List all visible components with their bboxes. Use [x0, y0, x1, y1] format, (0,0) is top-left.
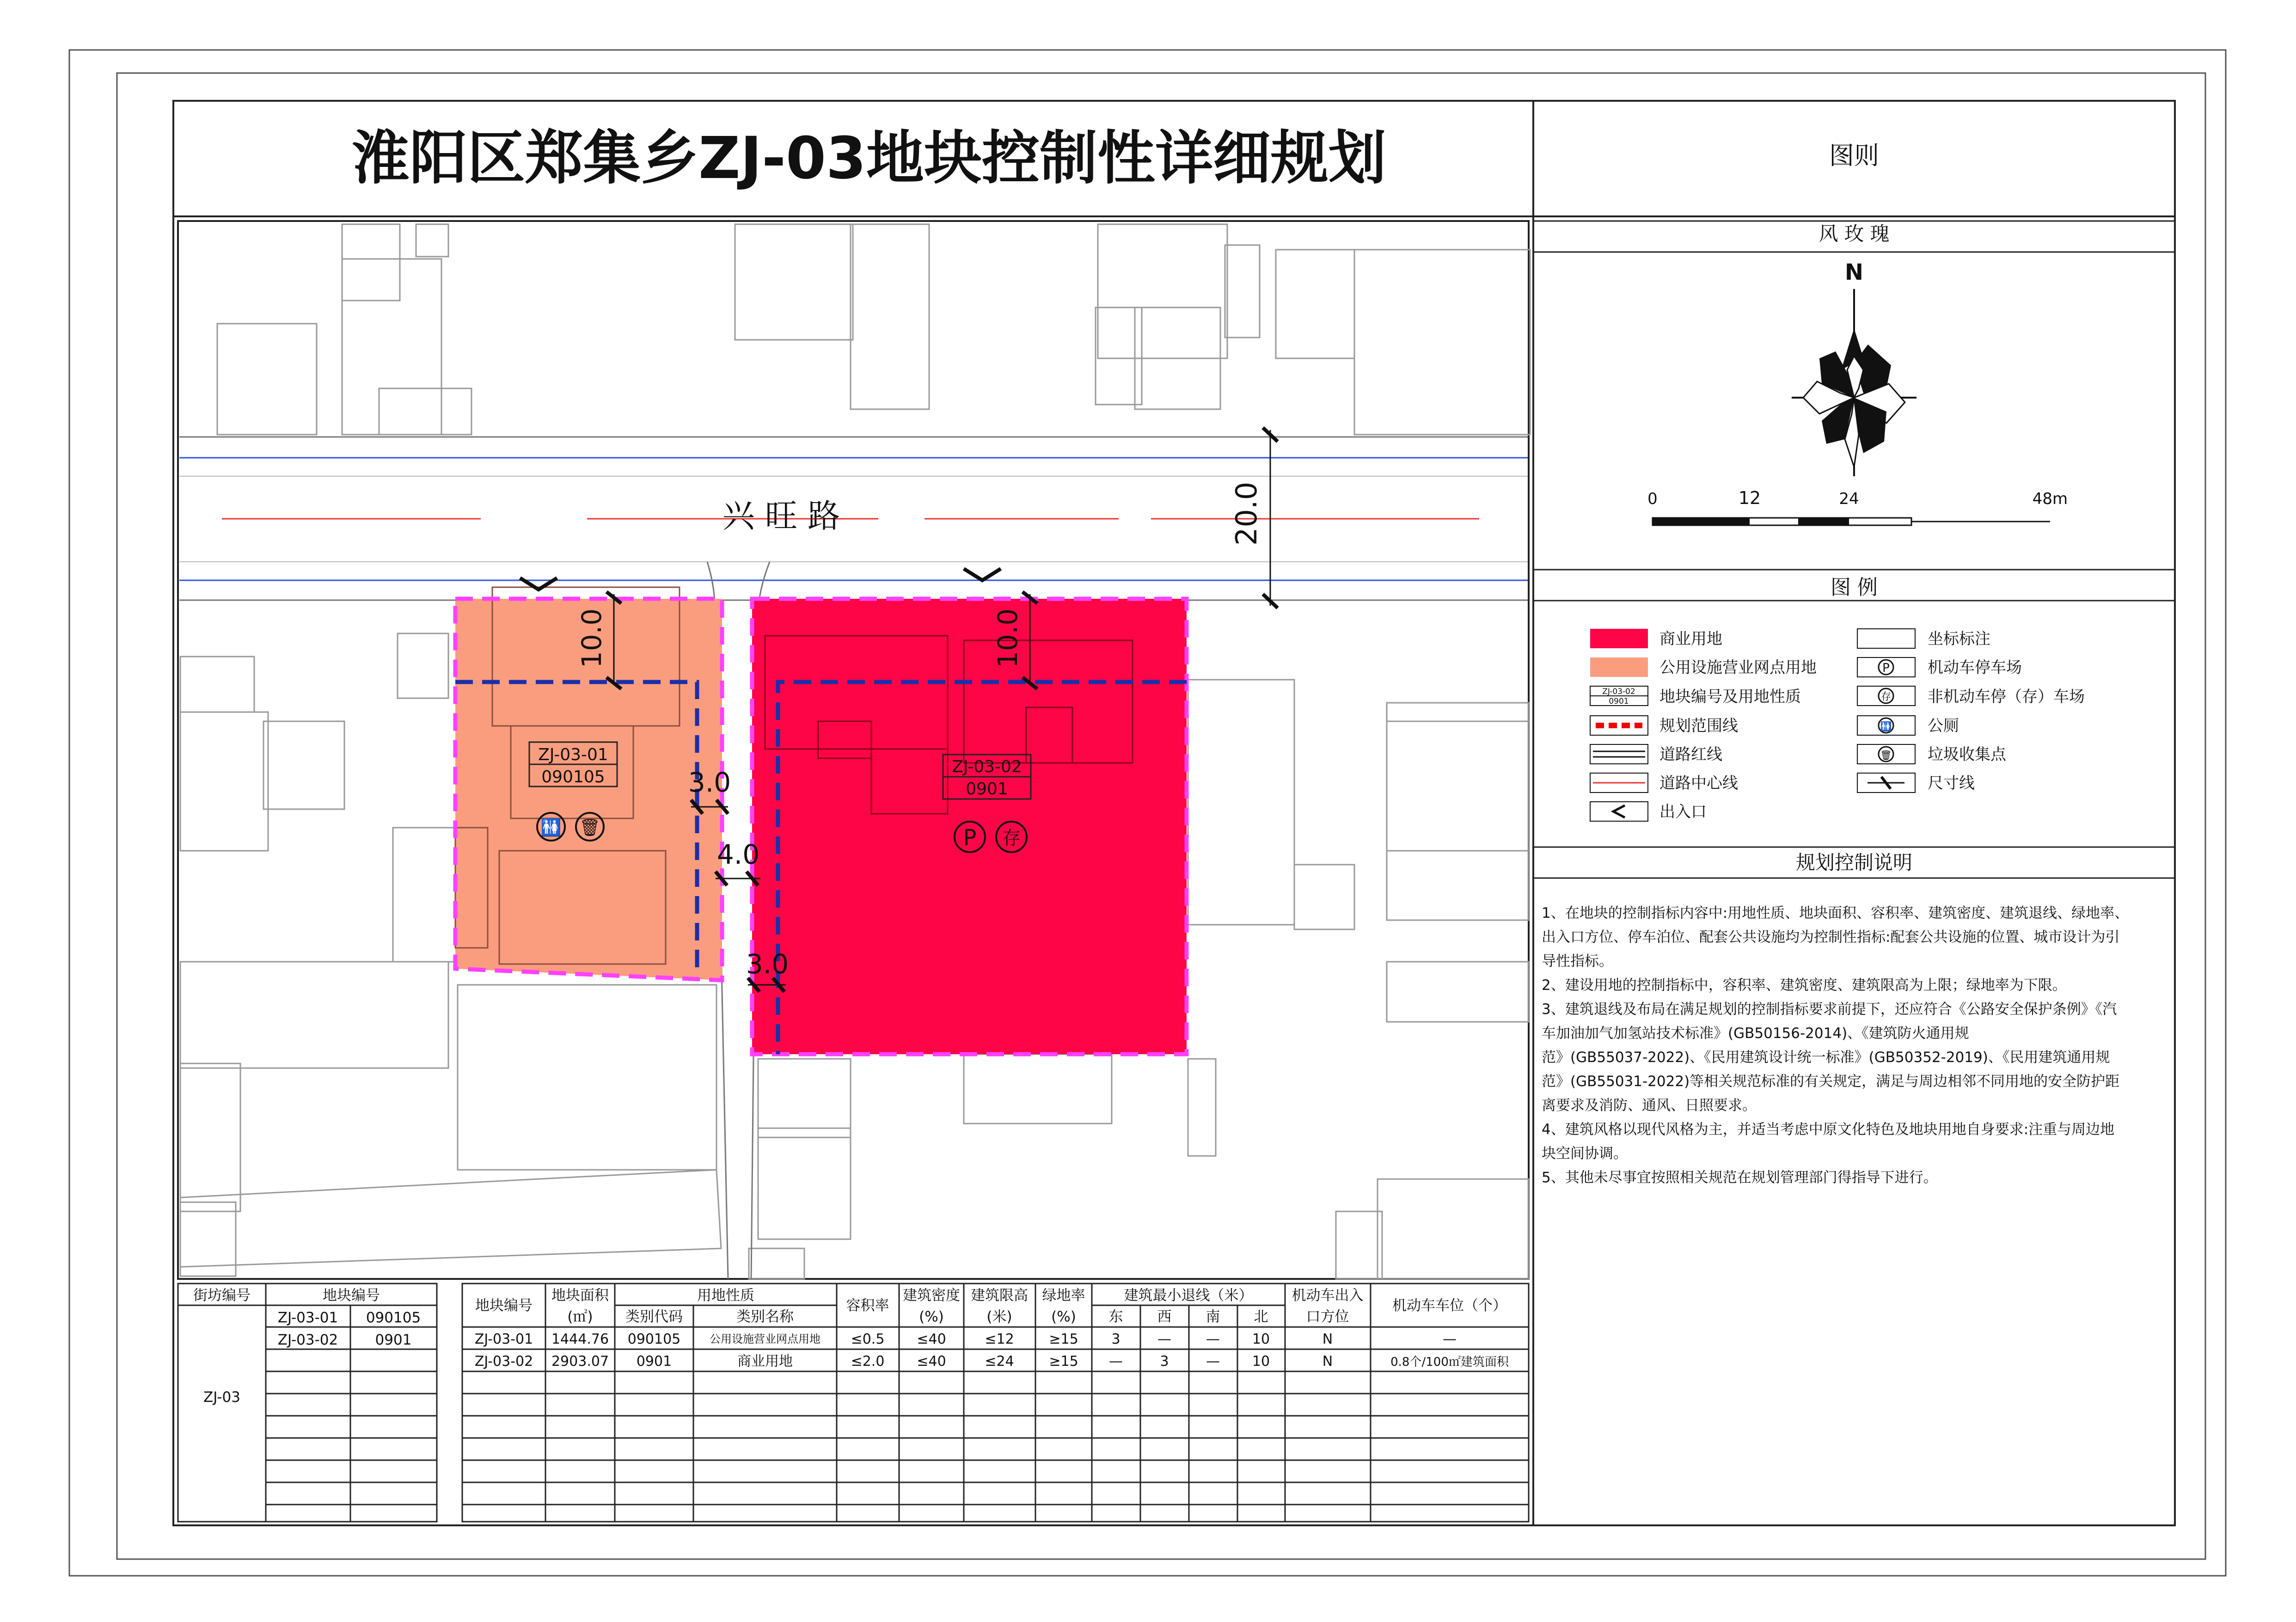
- svg-text:道路红线: 道路红线: [1659, 745, 1722, 764]
- svg-text:2、建设用地的控制指标中，容积率、建筑密度、建筑限高为上限；: 2、建设用地的控制指标中，容积率、建筑密度、建筑限高为上限；绿地率为下限。: [1542, 977, 2067, 994]
- svg-text:090105: 090105: [627, 1331, 681, 1347]
- commercial-swatch: [1590, 629, 1648, 648]
- svg-text:P: P: [963, 825, 977, 851]
- gap-label-2: 4.0: [716, 839, 760, 870]
- compass-rose: [1792, 259, 1916, 476]
- svg-text:公用设施营业网点用地: 公用设施营业网点用地: [1659, 658, 1817, 677]
- svg-text:商业用地: 商业用地: [737, 1353, 793, 1370]
- svg-text:类别代码: 类别代码: [625, 1309, 683, 1325]
- utility-swatch: [1590, 657, 1648, 677]
- svg-text:车加油加气加氢站技术标准》(GB50156-2014)、《建: 车加油加气加氢站技术标准》(GB50156-2014)、《建筑防火通用规: [1542, 1025, 1969, 1042]
- legend-header: 图 例: [1831, 576, 1878, 599]
- svg-text:块空间协调。: 块空间协调。: [1542, 1145, 1628, 1162]
- scale-bar: [1647, 488, 2068, 525]
- svg-text:(㎡): (㎡): [567, 1309, 593, 1325]
- legend-left: [1590, 629, 1817, 821]
- svg-text:≤2.0: ≤2.0: [851, 1353, 885, 1370]
- legend-panel-title: 图则: [1829, 141, 1879, 170]
- svg-text:🗑: 🗑: [1880, 750, 1892, 761]
- parcel-id: ZJ-03-01: [538, 745, 608, 764]
- svg-text:范》(GB55031-2022)等相关规范标准的有关规定，满: 范》(GB55031-2022)等相关规范标准的有关规定，满足与周边相邻不同用地的安全防护距: [1542, 1073, 2120, 1090]
- svg-text:—: —: [1443, 1331, 1457, 1347]
- svg-text:3、建筑退线及布局在满足规划的控制指标要求前提下，还应符合《: 3、建筑退线及布局在满足规划的控制指标要求前提下，还应符合《公路安全保护条例》《汽: [1542, 1001, 2117, 1018]
- svg-text:—: —: [1206, 1353, 1220, 1370]
- road-name: 兴 旺 路: [722, 497, 840, 535]
- svg-text:商业用地: 商业用地: [1659, 630, 1722, 648]
- svg-text:5、其他未尽事宜按照相关规范在规划管理部门得指导下进行。: 5、其他未尽事宜按照相关规范在规划管理部门得指导下进行。: [1542, 1169, 1938, 1186]
- svg-text:1444.76: 1444.76: [551, 1331, 609, 1347]
- svg-text:0: 0: [1647, 490, 1658, 508]
- svg-text:—: —: [1109, 1353, 1123, 1370]
- svg-text:0901: 0901: [636, 1353, 672, 1370]
- north-label: N: [1844, 259, 1864, 285]
- svg-text:建筑限高: 建筑限高: [971, 1287, 1028, 1304]
- svg-text:090105: 090105: [366, 1309, 421, 1326]
- svg-text:🚻: 🚻: [540, 818, 562, 837]
- svg-text:≤12: ≤12: [985, 1331, 1014, 1347]
- road-width-label: 20.0: [1230, 481, 1263, 546]
- svg-text:🗑: 🗑: [579, 818, 600, 837]
- svg-text:垃圾收集点: 垃圾收集点: [1928, 745, 2006, 764]
- svg-text:机动车停车场: 机动车停车场: [1928, 658, 2022, 677]
- svg-text:3: 3: [1111, 1331, 1120, 1347]
- svg-text:机动车出入: 机动车出入: [1292, 1287, 1364, 1304]
- svg-text:尺寸线: 尺寸线: [1928, 774, 1975, 793]
- legend-right: [1857, 629, 2085, 793]
- svg-text:N: N: [1322, 1353, 1333, 1370]
- svg-text:绿地率: 绿地率: [1042, 1287, 1085, 1304]
- svg-text:北: 北: [1254, 1309, 1268, 1325]
- svg-text:坐标标注: 坐标标注: [1928, 630, 1990, 648]
- notes-body: [1542, 905, 2129, 1186]
- svg-text:N: N: [1322, 1331, 1333, 1347]
- control-table-header: [475, 1287, 1507, 1325]
- svg-text:(米): (米): [986, 1309, 1012, 1325]
- svg-text:街坊编号: 街坊编号: [193, 1287, 251, 1304]
- svg-text:类别名称: 类别名称: [736, 1309, 794, 1325]
- setback-label-parcel-1: 10.0: [576, 608, 607, 668]
- svg-text:3: 3: [1160, 1353, 1169, 1370]
- control-table-row-1: [475, 1331, 1457, 1347]
- svg-text:12: 12: [1738, 488, 1761, 508]
- parcel-id: ZJ-03-02: [952, 757, 1022, 776]
- svg-text:出入口: 出入口: [1659, 803, 1707, 821]
- svg-text:48m: 48m: [2032, 490, 2068, 508]
- svg-text:ZJ-03: ZJ-03: [203, 1389, 240, 1406]
- svg-text:非机动车停（存）车场: 非机动车停（存）车场: [1928, 688, 2085, 706]
- svg-text:(%): (%): [919, 1309, 944, 1325]
- svg-text:地块编号及用地性质: 地块编号及用地性质: [1659, 688, 1801, 706]
- svg-text:≤40: ≤40: [917, 1353, 946, 1370]
- svg-text:0.8个/100㎡建筑面积: 0.8个/100㎡建筑面积: [1390, 1355, 1509, 1369]
- svg-text:出入口方位、停车泊位、配套公共设施均为控制性指标:配套公共设: 出入口方位、停车泊位、配套公共设施均为控制性指标:配套公共设施的位置、城市设计为引: [1542, 929, 2120, 946]
- svg-text:用地性质: 用地性质: [697, 1287, 754, 1304]
- svg-text:西: 西: [1157, 1309, 1172, 1325]
- svg-text:ZJ-03-02: ZJ-03-02: [1602, 687, 1635, 696]
- svg-text:4、建筑风格以现代风格为主，并适当考虑中原文化特色及地块用地: 4、建筑风格以现代风格为主，并适当考虑中原文化特色及地块用地自身要求:注重与周边地: [1542, 1121, 2115, 1138]
- svg-text:存: 存: [1002, 828, 1021, 849]
- notes-header: 规划控制说明: [1795, 851, 1913, 874]
- svg-text:10: 10: [1252, 1353, 1270, 1370]
- svg-text:建筑密度: 建筑密度: [903, 1287, 960, 1304]
- parcel-code: 090105: [541, 768, 605, 786]
- svg-text:10: 10: [1252, 1331, 1270, 1347]
- svg-text:东: 东: [1108, 1309, 1123, 1325]
- svg-text:1、在地块的控制指标内容中:用地性质、地块面积、容积率、建筑: 1、在地块的控制指标内容中:用地性质、地块面积、容积率、建筑密度、建筑退线、绿地率、: [1542, 905, 2129, 922]
- svg-text:≤40: ≤40: [917, 1331, 946, 1347]
- svg-text:道路中心线: 道路中心线: [1659, 774, 1738, 793]
- svg-text:地块面积: 地块面积: [551, 1287, 609, 1304]
- svg-text:ZJ-03-02: ZJ-03-02: [474, 1353, 533, 1370]
- setback-label-parcel-2: 10.0: [992, 608, 1023, 668]
- svg-text:≤24: ≤24: [985, 1353, 1014, 1370]
- svg-text:范》(GB55037-2022)、《民用建筑设计统一标准》(: 范》(GB55037-2022)、《民用建筑设计统一标准》(GB50352-2019)、《民用建筑通用规: [1542, 1049, 2110, 1066]
- svg-text:导性指标。: 导性指标。: [1542, 953, 1613, 970]
- svg-text:口方位: 口方位: [1306, 1309, 1349, 1325]
- svg-text:0901: 0901: [375, 1332, 412, 1348]
- svg-text:2903.07: 2903.07: [551, 1353, 609, 1370]
- page-title: 淮阳区郑集乡ZJ-03地块控制性详细规划: [352, 125, 1386, 192]
- svg-text:存: 存: [1880, 691, 1892, 703]
- svg-text:地块编号: 地块编号: [475, 1297, 533, 1314]
- parcel-code: 0901: [966, 780, 1008, 799]
- gap-label-3: 3.0: [746, 948, 789, 980]
- svg-text:规划范围线: 规划范围线: [1659, 717, 1738, 735]
- svg-text:0901: 0901: [1609, 697, 1629, 706]
- svg-text:≥15: ≥15: [1049, 1353, 1078, 1370]
- svg-text:ZJ-03-01: ZJ-03-01: [474, 1331, 533, 1347]
- compass-header: 风 玫 瑰: [1818, 222, 1890, 245]
- svg-text:建筑最小退线（米）: 建筑最小退线（米）: [1124, 1287, 1253, 1304]
- svg-text:公厕: 公厕: [1928, 717, 1959, 735]
- svg-text:P: P: [1882, 661, 1890, 675]
- svg-text:机动车车位（个）: 机动车车位（个）: [1392, 1297, 1507, 1314]
- coordinate-box-symbol: [1857, 629, 1915, 648]
- svg-text:≤0.5: ≤0.5: [851, 1331, 885, 1347]
- parcel-label-symbol: [1590, 686, 1648, 706]
- svg-text:公用设施营业网点用地: 公用设施营业网点用地: [710, 1333, 820, 1346]
- parcel-zj-03-02[interactable]: [752, 599, 1187, 1054]
- svg-text:≥15: ≥15: [1049, 1331, 1078, 1347]
- svg-text:南: 南: [1206, 1309, 1220, 1325]
- control-table-row-2: [475, 1353, 1509, 1370]
- legend-panel: [1533, 221, 2175, 1186]
- svg-text:ZJ-03-02: ZJ-03-02: [277, 1332, 338, 1348]
- gap-label-1: 3.0: [688, 767, 731, 798]
- svg-text:🚻: 🚻: [1880, 721, 1892, 732]
- svg-text:地块编号: 地块编号: [323, 1287, 380, 1304]
- svg-text:ZJ-03-01: ZJ-03-01: [277, 1309, 338, 1326]
- svg-text:(%): (%): [1051, 1309, 1076, 1325]
- svg-text:—: —: [1206, 1331, 1220, 1347]
- svg-text:—: —: [1157, 1331, 1171, 1347]
- svg-text:容积率: 容积率: [846, 1297, 889, 1314]
- svg-text:离要求及消防、通风、日照要求。: 离要求及消防、通风、日照要求。: [1542, 1097, 1757, 1114]
- svg-text:24: 24: [1839, 490, 1859, 508]
